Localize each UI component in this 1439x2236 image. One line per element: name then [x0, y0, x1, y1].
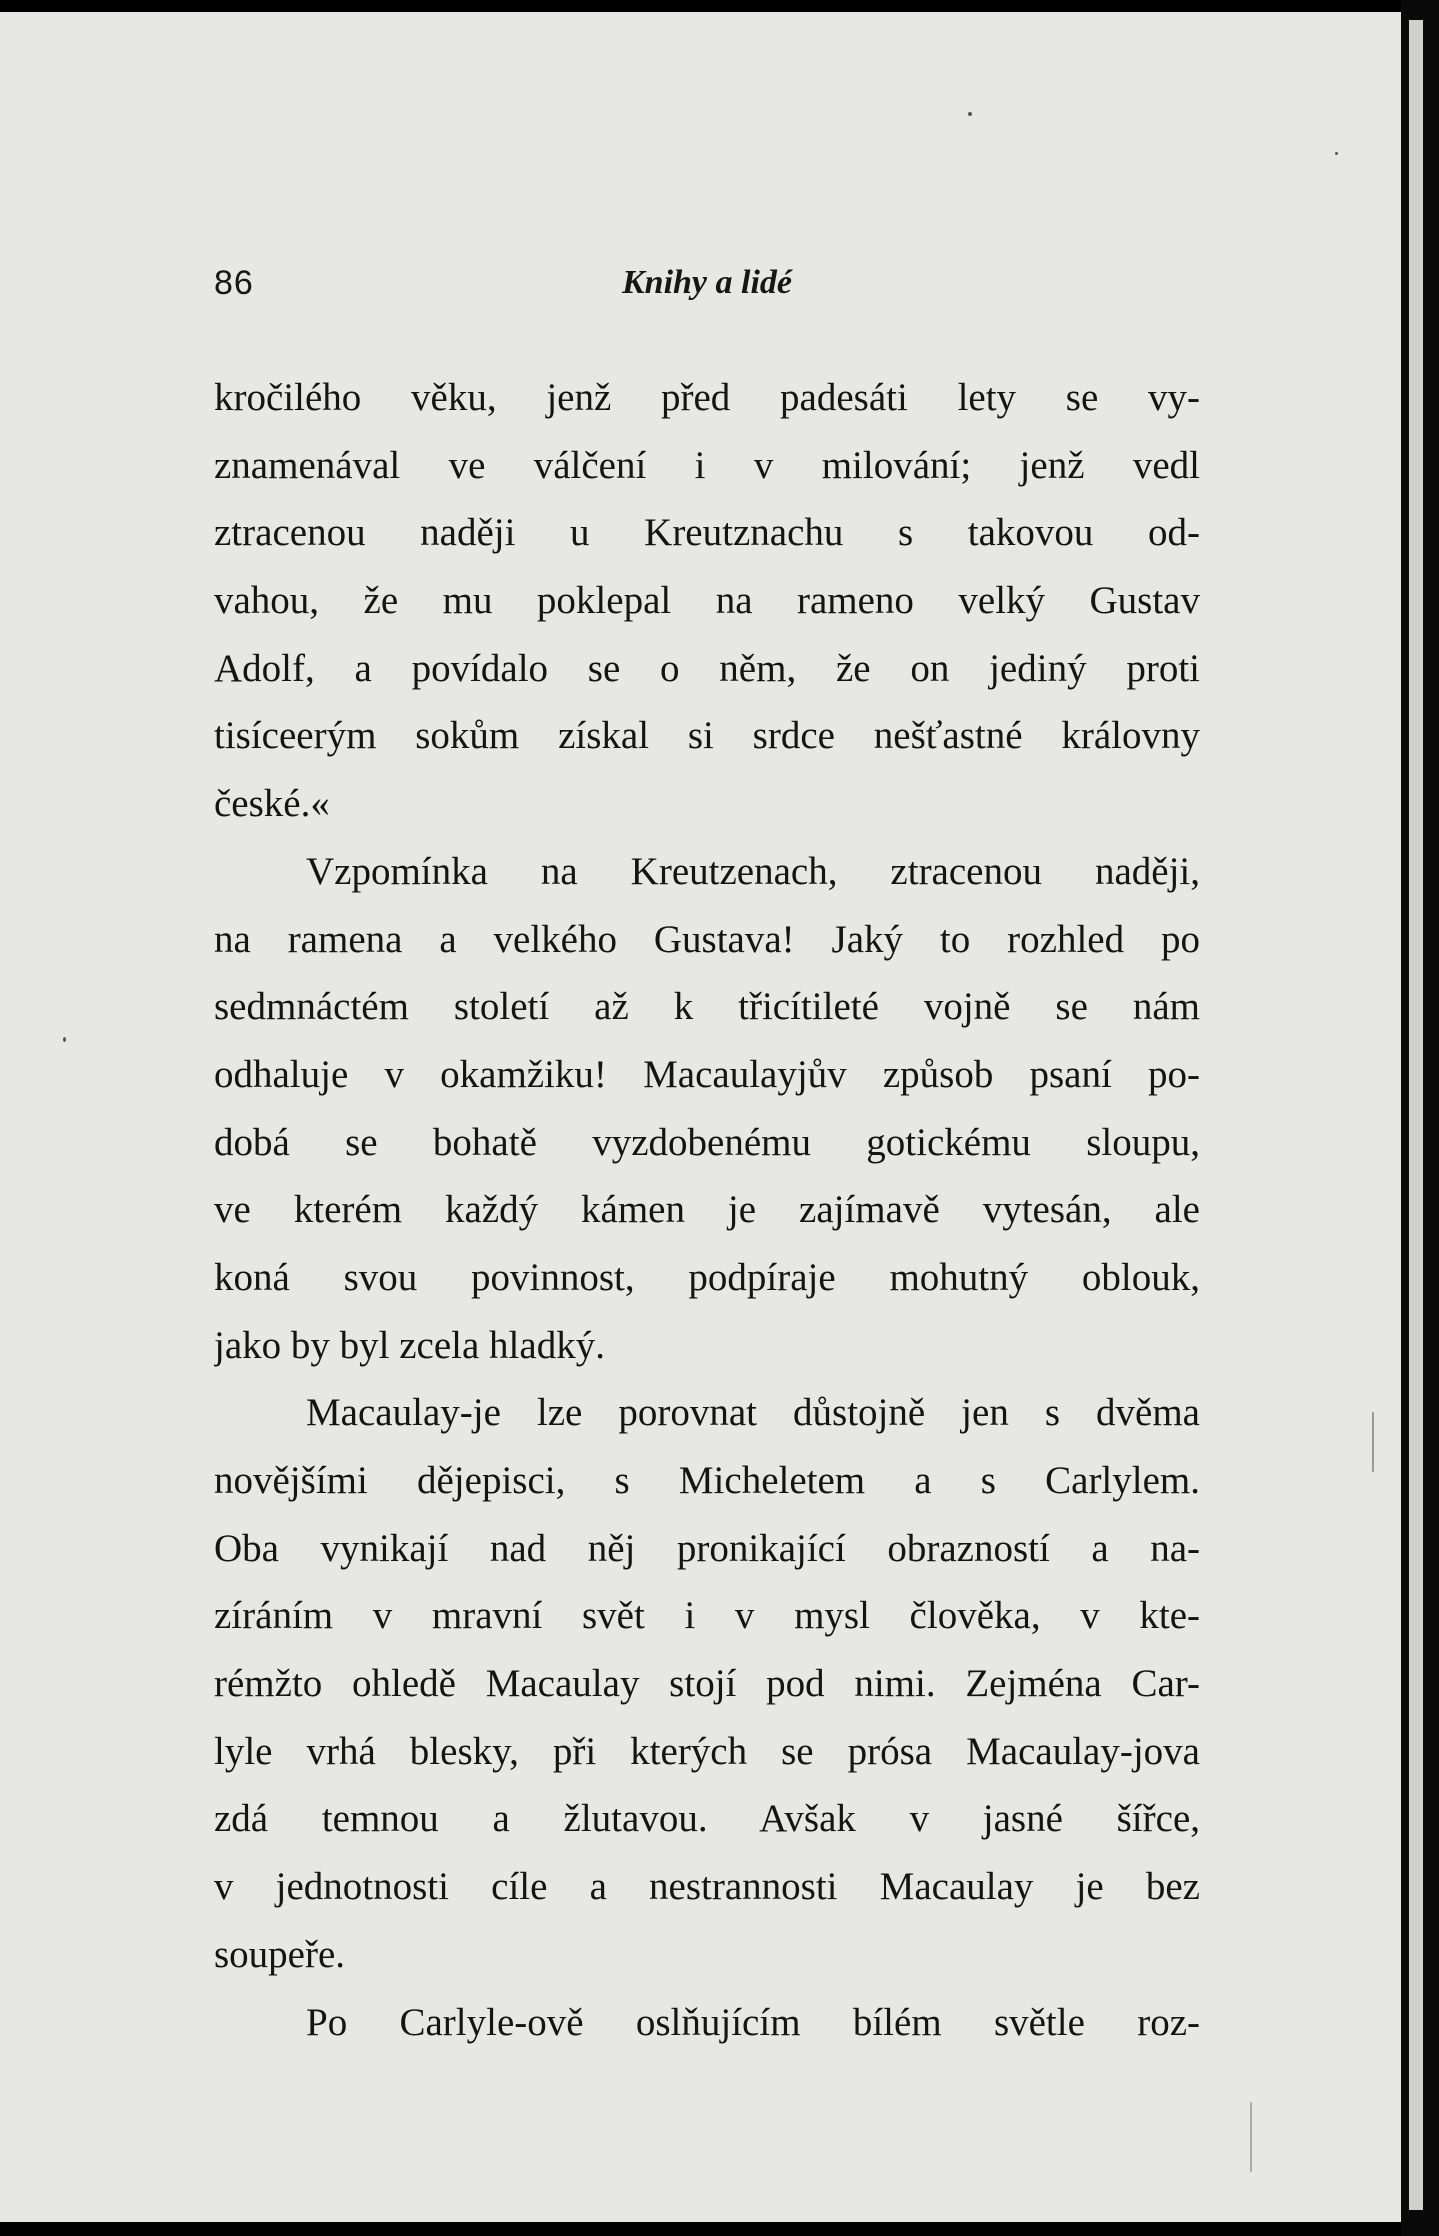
text-line: zíráním v mravní svět i v mysl člověka, v kte- [214, 1594, 1200, 1638]
text-line: Vzpomínka na Kreutzenach, ztracenou naději, [306, 849, 1200, 893]
text-line: v jednotnosti cíle a nestrannosti Macaulay je bez [214, 1865, 1200, 1909]
text-line: sedmnáctém století až k třicítileté vojně se nám [214, 985, 1200, 1029]
text-line: Po Carlyle-ově oslňujícím bílém světle roz- [306, 2000, 1200, 2044]
text-line: novějšími dějepisci, s Micheletem a s Carlylem. [214, 1459, 1200, 1502]
page-edge [1401, 0, 1439, 2236]
page-number: 86 [214, 264, 254, 302]
body-text [214, 364, 1200, 2056]
text-line: české.« [214, 782, 330, 826]
text-line: znamenával ve válčení i v milování; jenž vedl [214, 443, 1200, 487]
text-line: kročilého věku, jenž před padesáti lety se vy- [214, 376, 1200, 419]
text-line: vahou, že mu poklepal na rameno velký Gustav [214, 579, 1200, 623]
text-line: zdá temnou a žlutavou. Avšak v jasné šířce, [214, 1797, 1200, 1841]
scanned-page [0, 12, 1401, 2222]
text-line: jako by byl zcela hladký. [214, 1323, 605, 1367]
text-line: koná svou povinnost, podpíraje mohutný oblouk, [214, 1255, 1200, 1299]
running-title: Knihy a lidé [621, 264, 793, 301]
text-line: lyle vrhá blesky, při kterých se prósa Macaulay-jova [214, 1729, 1200, 1773]
text-line: ve kterém každý kámen je zajímavě vytesán, ale [214, 1188, 1200, 1232]
text-line: Macaulay-je lze porovnat důstojně jen s dvěma [306, 1391, 1200, 1435]
scan-speck [1250, 2102, 1252, 2172]
text-line: Adolf, a povídalo se o něm, že on jediný proti [214, 646, 1200, 690]
page-edge-strip [1409, 20, 1423, 2210]
text-line: tisíceerým sokům získal si srdce nešťastné královny [214, 714, 1200, 758]
scan-speck [968, 112, 972, 116]
text-line: odhaluje v okamžiku! Macaulayjův způsob psaní po- [214, 1052, 1200, 1096]
scan-speck [63, 1037, 66, 1042]
text-line: ztracenou naději u Kreutznachu s takovou od- [214, 511, 1200, 555]
text-line: dobá se bohatě vyzdobenému gotickému sloupu, [214, 1120, 1200, 1164]
text-line: na ramena a velkého Gustava! Jaký to rozhled po [214, 917, 1200, 961]
scan-speck [1372, 1412, 1374, 1472]
text-line: rémžto ohledě Macaulay stojí pod nimi. Zejména Car- [214, 1662, 1200, 1706]
text-line: soupeře. [214, 1932, 346, 1976]
page-header [214, 264, 1200, 314]
text-line: Oba vynikají nad něj pronikající obrazností a na- [214, 1526, 1200, 1570]
scan-speck [1335, 152, 1338, 155]
